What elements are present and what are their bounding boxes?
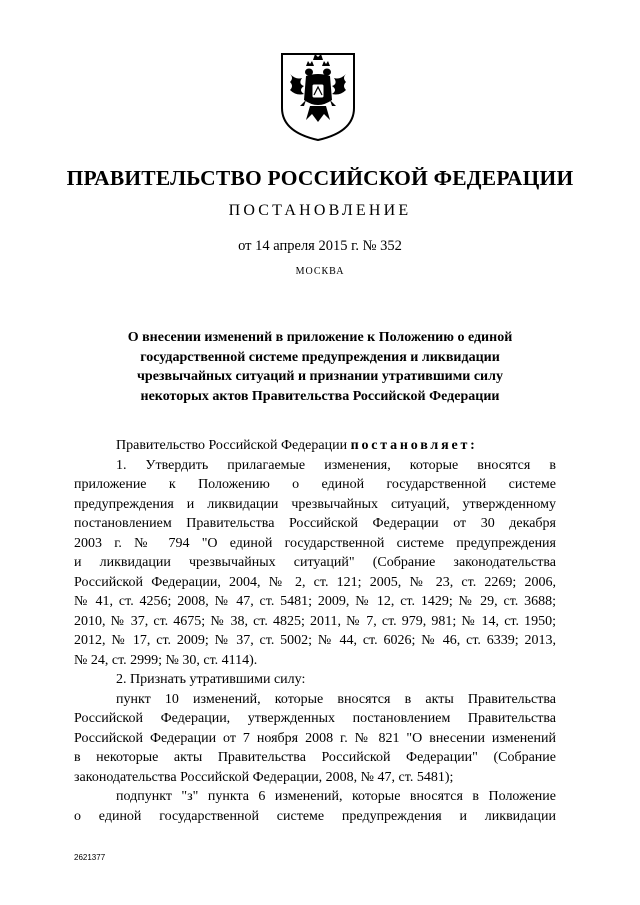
body-line: законодательства Российской Федерации, 2008, № 47, ст. 5481); (74, 769, 454, 785)
heading-line: О внесении изменений в приложение к Положению о единой (127, 330, 513, 345)
body-line: подпункт "з" пункта 6 изменений, которые вносятся в Положение (116, 789, 556, 804)
body-line: предупреждения и ликвидации чрезвычайных ситуаций, утвержденному (74, 496, 556, 512)
document-type: ПОСТАНОВЛЕНИЕ (228, 202, 412, 219)
city: МОСКВА (295, 266, 345, 277)
heading-line: чрезвычайных ситуаций и признании утратившими силу (137, 369, 503, 384)
body-line: постановлением Правительства Российской Федерации от 30 декабря (74, 516, 556, 531)
document-code: 2621377 (74, 853, 106, 862)
document-body (74, 436, 556, 826)
body-line: 2003 г. № 794 "О единой государственной системе предупреждения (74, 535, 556, 551)
government-title: ПРАВИТЕЛЬСТВО РОССИЙСКОЙ ФЕДЕРАЦИИ (66, 166, 574, 190)
heading-line: некоторых актов Правительства Российской Федерации (140, 388, 500, 404)
body-line: 2012, № 17, ст. 2009; № 37, ст. 5002; № 44, ст. 6026; № 46, ст. 6339; 2013, (74, 633, 556, 648)
coat-of-arms-emblem (276, 50, 360, 142)
body-line: Российской Федерации, утвержденных постановлением Правительства (74, 711, 556, 726)
heading-line: государственной системе предупреждения и ликвидации (140, 349, 500, 365)
body-line: приложение к Положению о единой государственной системе (74, 477, 556, 492)
intro-prefix: Правительство Российской Федерации (116, 438, 351, 453)
body-line: 2010, № 37, ст. 4675; № 38, ст. 4825; 2011, № 7, ст. 979, 981; № 14, ст. 1950; (74, 613, 556, 629)
body-line: Российской Федерации от 7 ноября 2008 г. № 821 "О внесении изменений (74, 730, 556, 746)
decree-date-number: от 14 апреля 2015 г. № 352 (238, 238, 402, 254)
body-line: 2. Признать утратившими силу: (116, 672, 306, 687)
intro-verb: постановляет: (350, 438, 478, 453)
intro-line (74, 436, 556, 456)
body-line: 1. Утвердить прилагаемые изменения, которые вносятся в (116, 457, 556, 473)
body-line: пункт 10 изменений, которые вносятся в акты Правительства (116, 691, 556, 707)
body-line: № 24, ст. 2999; № 30, ст. 4114). (74, 652, 258, 668)
body-line: в некоторые акты Правительства Российской Федерации" (Собрание (74, 750, 556, 765)
body-line: о единой государственной системе предупреждения и ликвидации (74, 808, 556, 824)
body-line: Российской Федерации, 2004, № 2, ст. 121; 2005, № 23, ст. 2269; 2006, (74, 574, 556, 590)
document-heading (60, 328, 580, 406)
body-line: № 41, ст. 4256; 2008, № 47, ст. 5481; 2009, № 12, ст. 1429; № 29, ст. 3688; (74, 594, 556, 609)
body-line: и ликвидации чрезвычайных ситуаций" (Собрание законодательства (74, 555, 556, 570)
